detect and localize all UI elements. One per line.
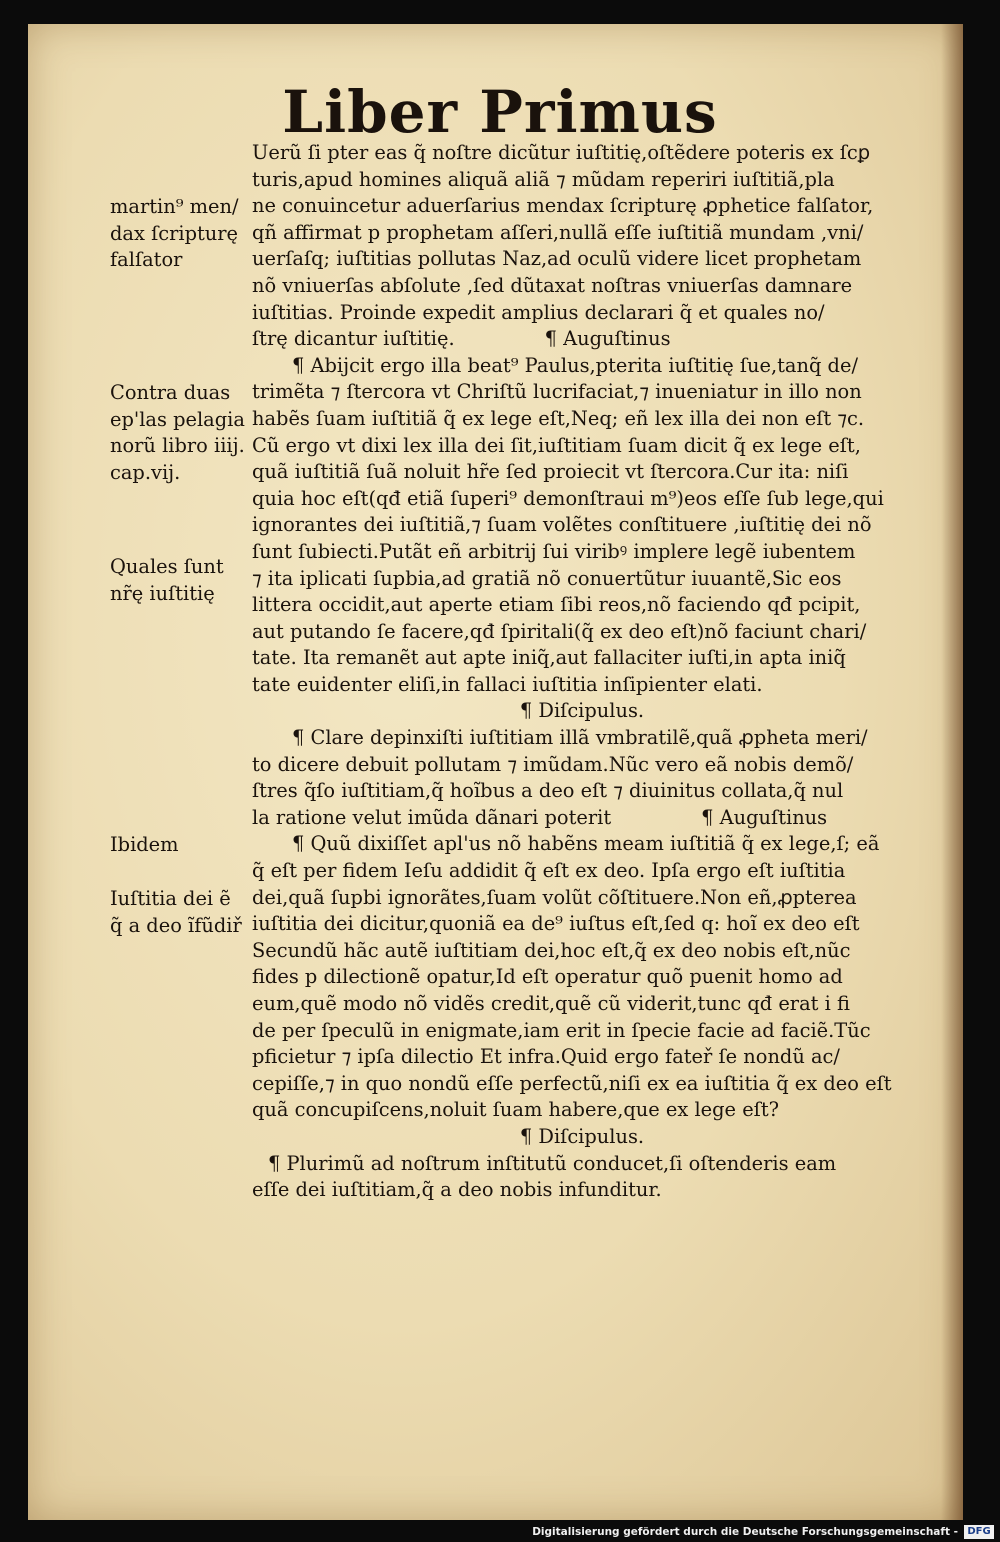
text-line: pficietur ⁊ ipſa dilectio Et infra.Quid ergo fateř ſe nondũ ac/ — [252, 1045, 840, 1069]
margin-line: ep'las pelagia — [110, 407, 245, 431]
margin-line: nr̃ę iuſtitię — [110, 581, 215, 605]
page-gutter-shadow — [941, 24, 963, 1520]
margin-line: martin⁹ men/ — [110, 195, 239, 218]
text-line: ¶ Plurimũ ad noſtrum inſtitutũ conducet,ſi oſtenderis eam — [268, 1151, 837, 1175]
dfg-logo: DFG — [964, 1525, 994, 1539]
text-line: aut putando ſe facere,qđ ſpiritali(q̃ ex deo eſt)nõ faciunt chari/ — [252, 619, 867, 643]
text-line: uerſaſq; iuſtitias pollutas Naz,ad oculũ videre licet prophetam — [252, 247, 862, 271]
margin-note-ibidem — [110, 832, 179, 859]
speaker-heading-discipulus: ¶ Diſcipulus. — [519, 699, 645, 723]
margin-note-iustitia — [110, 886, 242, 939]
text-line: dei,quã ſupbi ignorãtes,ſuam volũt cõſtituere.Non eñ,ꝓpterea — [252, 885, 857, 909]
text-span: ſtrę dicantur iuſtitię. — [252, 327, 455, 351]
margin-line: dax ſcripturę — [110, 221, 239, 245]
text-line: de per ſpeculũ in enigmate,iam erit in ſpecie facie ad faciẽ.Tũc — [252, 1018, 871, 1042]
text-line: turis,apud homines aliquã aliã ⁊ mũdam reperiri iuſtitiã,pla — [252, 167, 835, 191]
text-line: ⁊ ita iplicati ſupbia,ad gratiã nõ conuertũtur iuuantẽ,Sic eos — [252, 566, 842, 590]
footer-bar — [0, 1524, 1000, 1542]
text-line: quia hoc eſt(qđ etiã ſuperi⁹ demonſtraui m⁹)eos eſſe ſub lege,qui — [252, 486, 884, 510]
text-line: littera occidit,aut aperte etiam ſibi reos,nõ faciendo qđ pcipit, — [252, 593, 861, 617]
text-span: la ratione velut imũda dãnari poterit — [252, 805, 612, 829]
text-line: qñ affirmat p prophetam aſſeri,nullã eſſe iuſtitiã mundam ,vni/ — [252, 220, 864, 244]
margin-line: q̃ a deo ĩfũdiř — [110, 913, 242, 937]
text-line — [252, 805, 912, 832]
text-line: quã iuſtitiã ſuã noluit hr̃e ſed proiecit vt ſtercora.Cur ita: niſi — [252, 460, 849, 484]
margin-note-contra-duas — [110, 380, 245, 486]
text-line: ſunt ſubiecti.Putãt eñ arbitrij ſui viribꝰ implere legẽ iubentem — [252, 539, 856, 563]
text-line: ¶ Clare depinxiſti iuſtitiam illã vmbratilẽ,quã ꝓpheta meri/ — [292, 726, 868, 750]
text-line: ſtres q̃ſo iuſtitiam,q̃ hoĩbus a deo eſt ⁊ diuinitus collata,q̃ nul — [252, 779, 844, 803]
text-line: tate. Ita remanẽt aut apte iniq̃,aut fallaciter iuſti,in apta iniq̃ — [252, 646, 846, 670]
margin-line: Ibidem — [110, 833, 179, 856]
speaker-heading-discipulus: ¶ Diſcipulus. — [519, 1124, 645, 1148]
text-line: ignorantes dei iuſtitiã,⁊ ſuam volẽtes conſtituere ,iuſtitię dei nõ — [252, 513, 872, 537]
text-line: ne conuincetur aduerſarius mendax ſcripturę ꝓphetice falſator, — [252, 194, 874, 218]
funding-credit: Digitalisierung gefördert durch die Deutsche Forschungsgemeinschaft - — [532, 1526, 958, 1538]
main-text-block — [252, 140, 912, 1204]
speaker-heading-augustinus: ¶ Auguſtinus — [544, 327, 671, 351]
margin-line: Quales ſunt — [110, 555, 224, 578]
margin-note-martinus — [110, 194, 239, 274]
text-line: cepiſſe,⁊ in quo nondũ eſſe perfectũ,niſi ex ea iuſtitia q̃ ex deo eſt — [252, 1071, 892, 1095]
speaker-heading-augustinus: ¶ Auguſtinus — [701, 805, 828, 829]
text-line: eum,quẽ modo nõ vidẽs credit,quẽ cũ viderit,tunc qđ erat i fi — [252, 992, 850, 1015]
text-line: nõ vniuerſas abſolute ,ſed dũtaxat noſtras vniuerſas damnare — [252, 273, 853, 297]
text-line: tate euidenter eliſi,in fallaci iuſtitia inſipienter elati. — [252, 672, 763, 696]
margin-line: Contra duas — [110, 381, 231, 404]
page-heading: Liber Primus — [282, 78, 718, 146]
text-line: iuſtitia dei dicitur,quoniã ea de⁹ iuſtus eſt,ſed q: hoĩ ex deo eſt — [252, 912, 860, 936]
text-line — [252, 326, 912, 353]
margin-line: norũ libro iiij. — [110, 434, 245, 458]
text-line: quã concupiſcens,noluit ſuam habere,que ex lege eſt? — [252, 1098, 780, 1122]
margin-line: Iuſtitia dei ẽ — [110, 887, 231, 910]
text-line: Cũ ergo vt dixi lex illa dei ſit,iuſtitiam ſuam dicit q̃ ex lege eſt, — [252, 433, 861, 457]
margin-line: cap.vij. — [110, 460, 181, 484]
text-line: trimẽta ⁊ ſtercora vt Chriſtũ lucrifaciat,⁊ inueniatur in illo non — [252, 380, 862, 404]
text-line: Secundũ hãc autẽ iuſtitiam dei,hoc eſt,q̃ ex deo nobis eſt,nũc — [252, 938, 851, 962]
text-line: q̃ eſt per fidem Ieſu addidit q̃ eſt ex deo. Ipſa ergo eſt iuſtitia — [252, 859, 846, 883]
text-line: Uerũ ſi pter eas q̃ noſtre dicũtur iuſtitię,oſtẽdere poteris ex ſcꝑ — [252, 141, 871, 164]
margin-note-quales — [110, 554, 224, 607]
text-line: fides p dilectionẽ opatur,Id eſt operatur quõ puenit homo ad — [252, 965, 843, 989]
margin-line: falſator — [110, 248, 183, 272]
text-line: ¶ Abijcit ergo illa beat⁹ Paulus,pterita iuſtitię ſue,tanq̃ de/ — [292, 353, 858, 377]
text-line: to dicere debuit pollutam ⁊ imũdam.Nũc vero eã nobis demõ/ — [252, 752, 854, 776]
text-line: iuſtitias. Proinde expedit amplius declarari q̃ et quales no/ — [252, 300, 825, 324]
text-line: habẽs ſuam iuſtitiã q̃ ex lege eſt,Neq; eñ lex illa dei non eſt ⁊c. — [252, 406, 865, 430]
text-line: ¶ Quũ dixiſſet apl'us nõ habẽns meam iuſtitiã q̃ ex lege,ſ; eã — [292, 832, 880, 856]
text-line: eſſe dei iuſtitiam,q̃ a deo nobis infunditur. — [252, 1178, 662, 1202]
